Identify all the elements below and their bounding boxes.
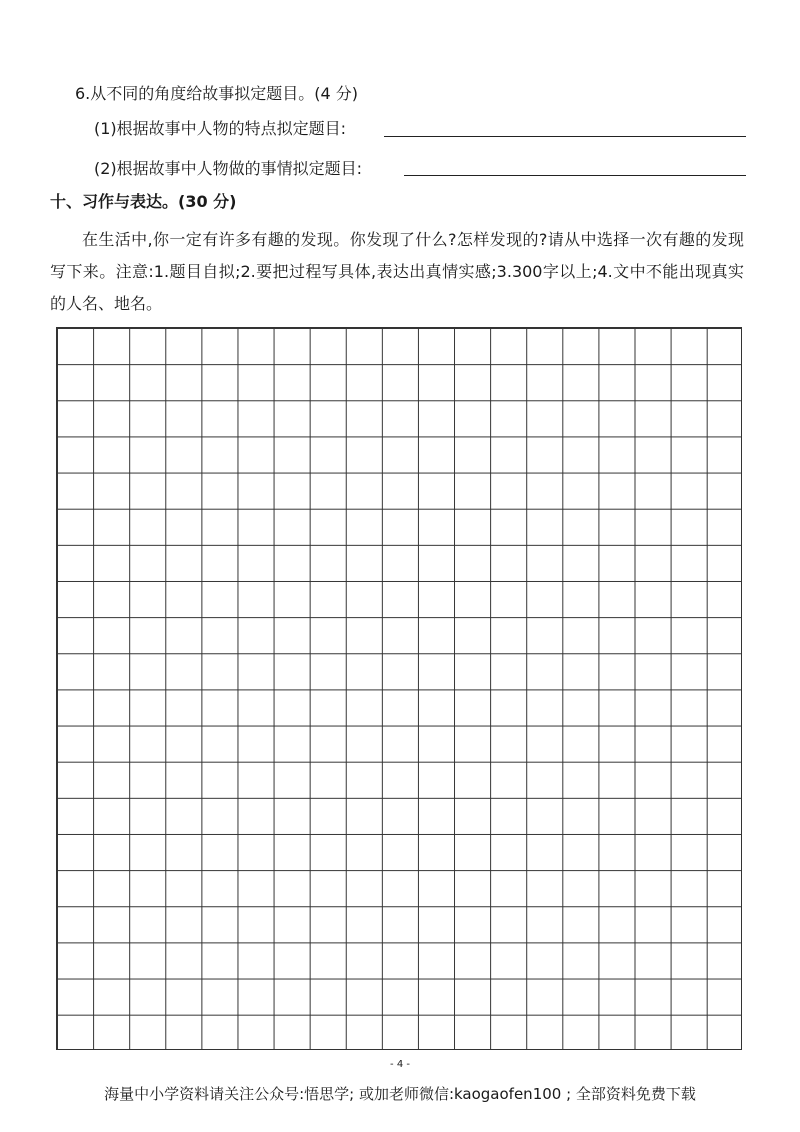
- question-6-title: 6.从不同的角度给故事拟定题目。(4 分): [75, 84, 359, 103]
- writing-prompt: 在生活中,你一定有许多有趣的发现。你发现了什么?怎样发现的?请从中选择一次有趣的发现写下来。注意:1.题目自拟;2.要把过程写具体,表达出真情实感;3.300字以上;4.文中不能出现真实的人名、地名。: [50, 230, 744, 313]
- composition-grid[interactable]: [56, 327, 742, 1050]
- question-6-sub1-label: (1)根据故事中人物的特点拟定题目:: [94, 119, 347, 138]
- question-6-sub2-label: (2)根据故事中人物做的事情拟定题目:: [94, 159, 363, 178]
- answer-blank-2[interactable]: [404, 175, 746, 176]
- section-10-title: 十、习作与表达。(30 分): [50, 192, 237, 211]
- page-number: - 4 -: [390, 1059, 410, 1070]
- answer-blank-1[interactable]: [384, 136, 746, 137]
- footer-notice: 海量中小学资料请关注公众号:悟思学; 或加老师微信:kaogaofen100 ; 全部资料免费下载: [104, 1085, 696, 1103]
